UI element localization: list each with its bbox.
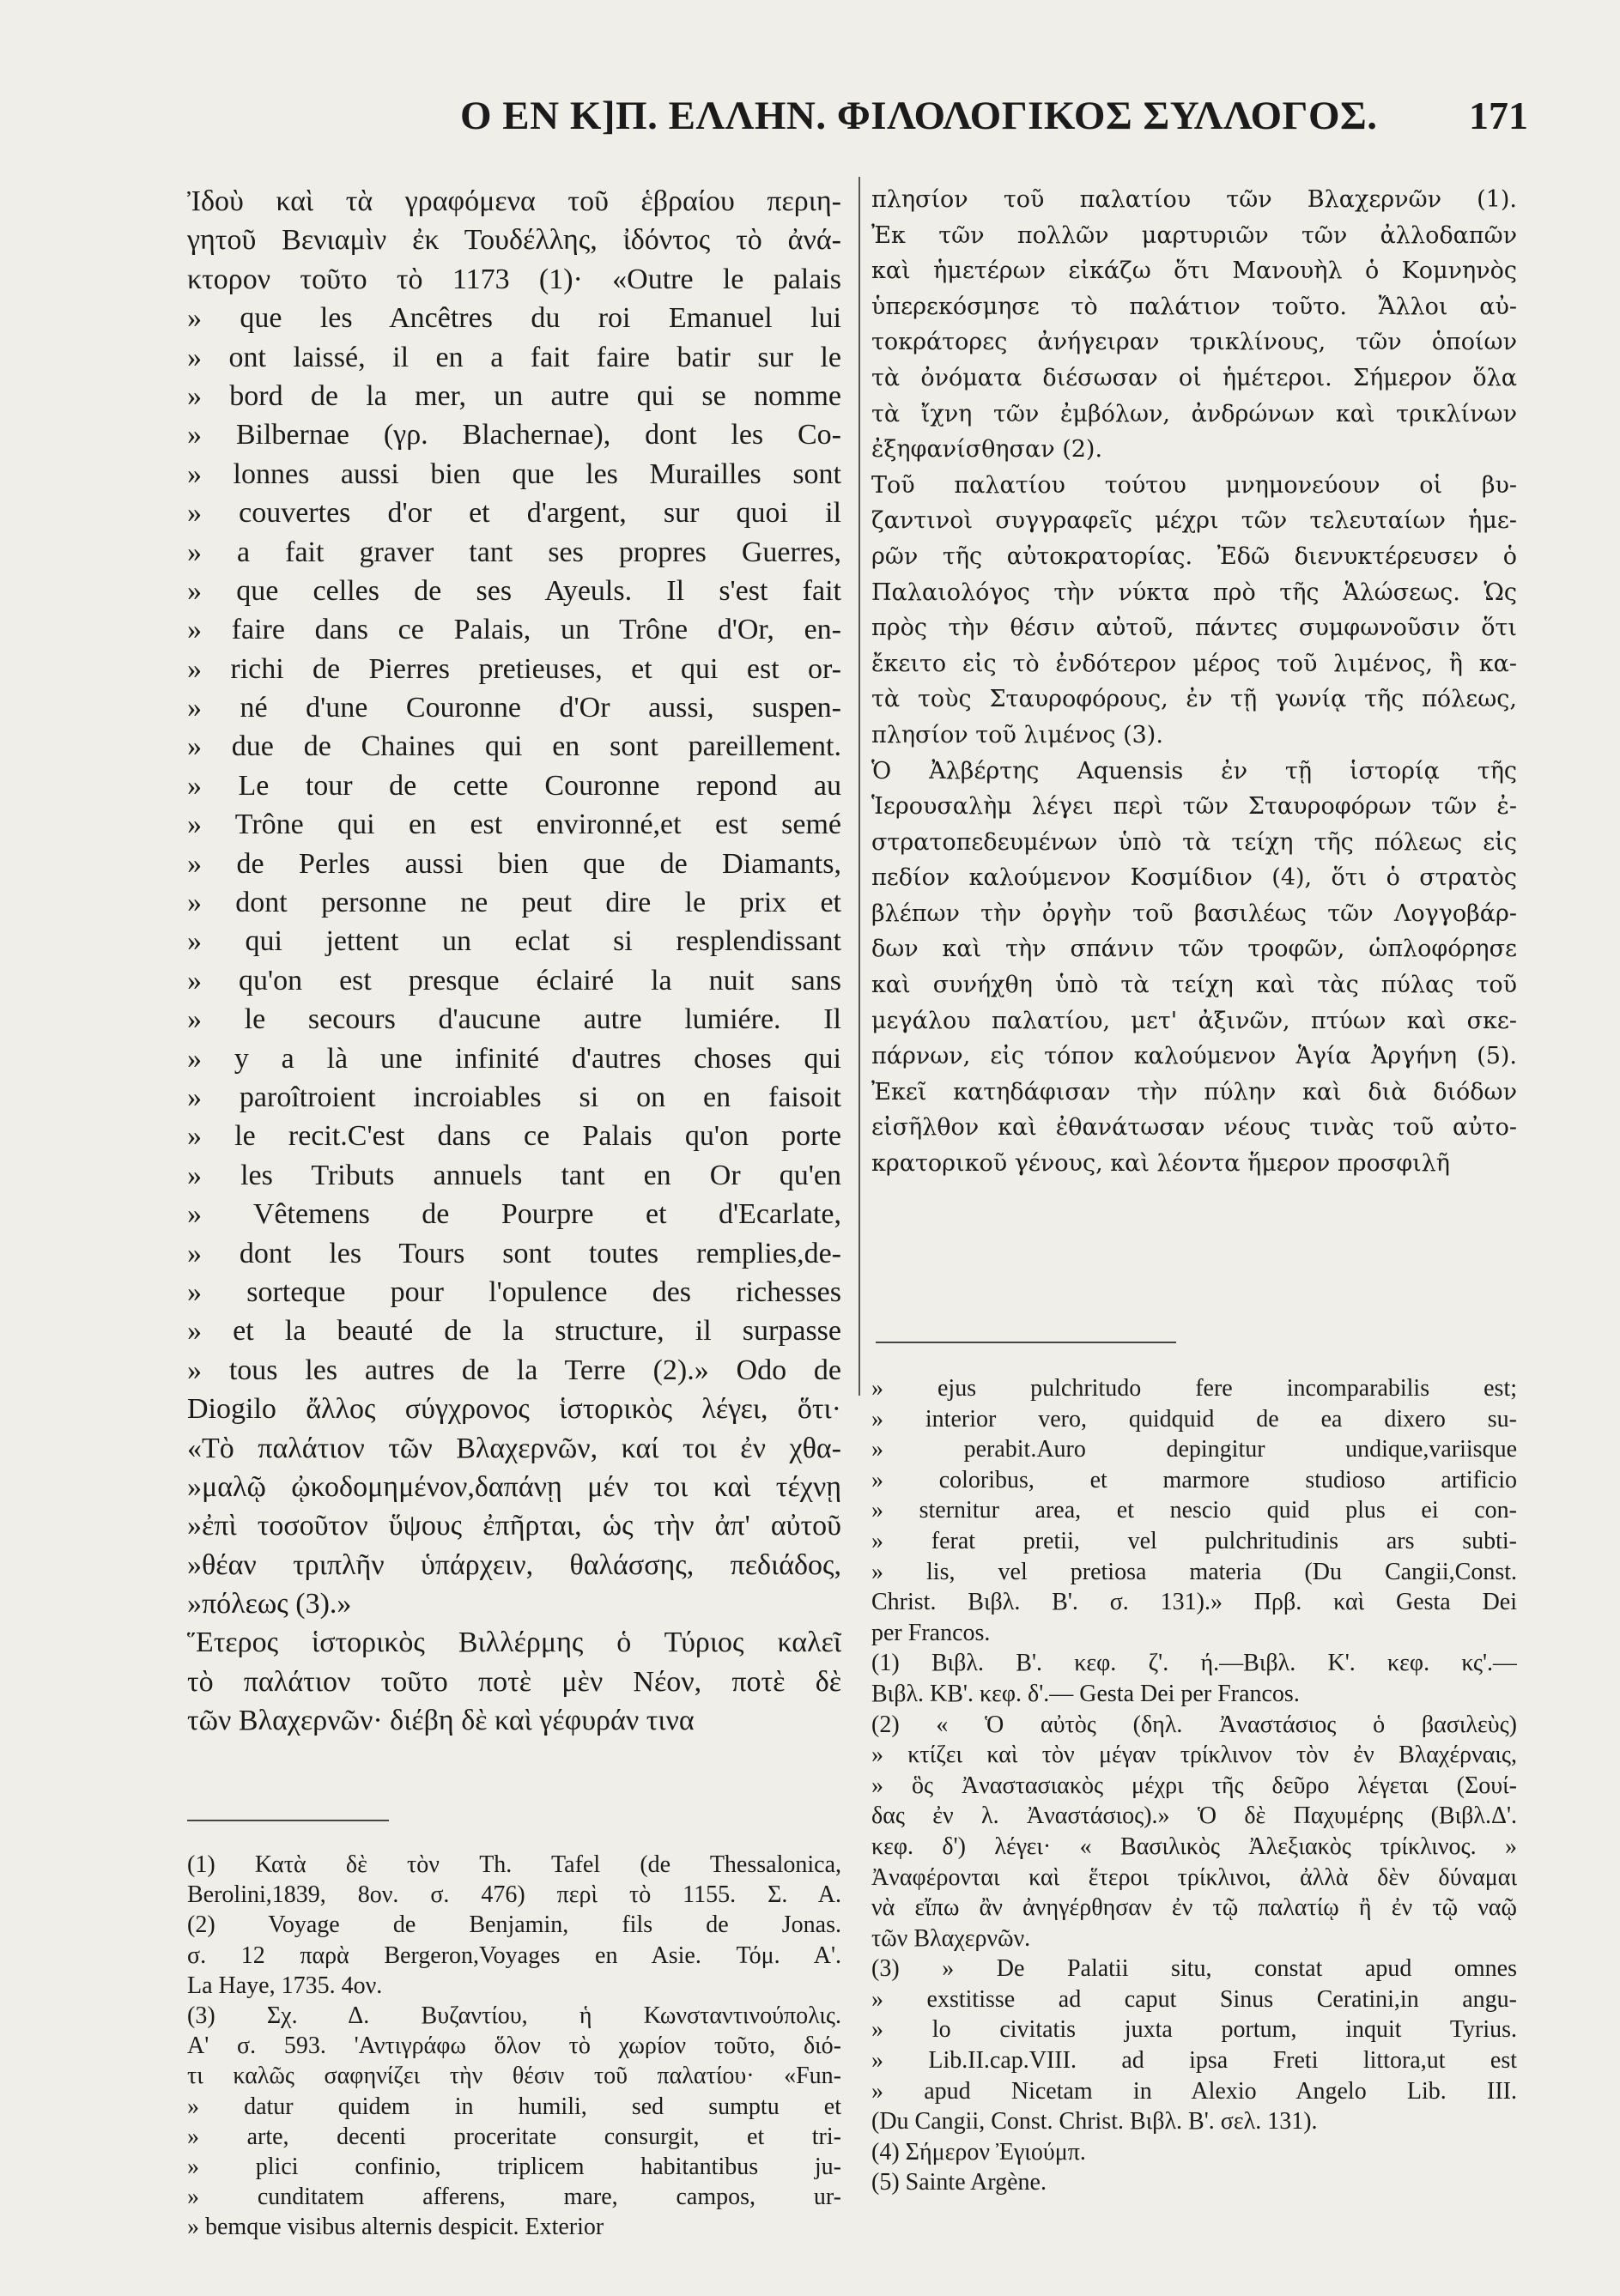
text-line: » dont personne ne peut dire le prix et [187, 887, 841, 919]
text-line: ρῶν τῆς αὐτοκρατορίας. Ἐδῶ διενυκτέρευσεν ὁ [871, 542, 1517, 570]
footnote-line: Christ. Βιβλ. Β'. σ. 131).» Πρβ. καὶ Gesta Dei [871, 1589, 1517, 1616]
text-line: Τοῦ παλατίου τούτου μνημονεύουν οἱ βυ- [871, 471, 1517, 499]
text-line: τὰ ὀνόματα διέσωσαν οἱ ἡμέτεροι. Σήμερον ὅλα [871, 364, 1517, 391]
footnote-line: (2) Voyage de Benjamin, fils de Jonas. [187, 1911, 841, 1939]
text-line: καὶ συνήχθη ὑπὸ τὰ τείχη καὶ τὰς πύλας τοῦ [871, 972, 1517, 999]
text-line: δων καὶ τὴν σπάνιν τῶν τροφῶν, ὡπλοφόρησε [871, 936, 1517, 963]
text-line: ζαντινοὶ συγγραφεῖς μέχρι τῶν τελευταίων ἡμε- [871, 507, 1517, 535]
text-line: Ἐκεῖ κατηδάφισαν τὴν πύλην καὶ διὰ διόδων [871, 1078, 1517, 1106]
text-line: » le recit.C'est dans ce Palais qu'on porte [187, 1120, 841, 1153]
footnote-line: » Lib.II.cap.VIII. ad ipsa Freti littora,ut est [871, 2047, 1517, 2075]
text-line: » richi de Pierres pretieuses, et qui est or- [187, 652, 841, 685]
text-line: » qu'on est presque éclairé la nuit sans [187, 964, 841, 997]
text-line: τὰ τοὺς Σταυροφόρους, ἐν τῇ γωνίᾳ τῆς πόλεως, [871, 686, 1517, 713]
left-footnotes [187, 1850, 841, 2242]
text-line: » couvertes d'or et d'argent, sur quoi il [187, 497, 841, 530]
footnote-line: » cunditatem afferens, mare, campos, ur- [187, 2184, 841, 2211]
text-line: Ἕτερος ἱστορικὸς Βιλλέρμης ὁ Τύριος καλεῖ [187, 1627, 841, 1659]
running-title: Ο ΕΝ Κ]Π. ΕΛΛΗΝ. ΦΙΛΟΛΟΓΙΚΟΣ ΣΥΛΛΟΓΟΣ. [460, 94, 1378, 138]
footnote-line: » ferat pretii, vel pulchritudinis ars subti- [871, 1527, 1517, 1554]
text-line: πλησίον τοῦ παλατίου τῶν Βλαχερνῶν (1). [871, 186, 1517, 213]
footnote-line: » apud Nicetam in Alexio Angelo Lib. III. [871, 2077, 1517, 2105]
footnote-line: νὰ εἴπω ἂν ἀνηγέρθησαν ἐν τῷ παλατίῳ ἢ ἐν τῷ ναῷ [871, 1894, 1517, 1922]
text-line: πλησίον τοῦ λιμένος (3). [871, 721, 1163, 748]
right-column-text [871, 182, 1517, 1182]
right-footnotes [871, 1373, 1517, 2198]
text-line: » que les Ancêtres du roi Emanuel lui [187, 302, 841, 335]
footnote-line: » plici confinio, triplicem habitantibus ju- [187, 2153, 841, 2180]
text-line: μεγάλου παλατίου, μετ' ἀξινῶν, πτύων καὶ σκε- [871, 1007, 1517, 1034]
footnote-line: (1) Κατὰ δὲ τὸν Th. Tafel (de Thessalonica, [187, 1851, 841, 1878]
text-line: κρατορικοῦ γένους, καὶ λέοντα ἥμερον προσφιλῆ [871, 1150, 1450, 1178]
text-line: πρὸς τὴν θέσιν αὐτοῦ, πάντες συμφωνοῦσιν ὅτι [871, 615, 1517, 642]
text-line: » que celles de ses Ayeuls. Il s'est fait [187, 574, 841, 607]
footnote-line: τι καλῶς σαφηνίζει τὴν θέσιν τοῦ παλατίου· «Fun- [187, 2063, 841, 2090]
text-line: » bord de la mer, un autre qui se nomme [187, 379, 841, 412]
footnote-line: » coloribus, et marmore studioso artificio [871, 1466, 1517, 1493]
text-line: » qui jettent un eclat si resplendissant [187, 925, 841, 958]
footnote-line: (1) Βιβλ. Β'. κεφ. ζ'. ή.—Βιβλ. Κ'. κεφ. κς'.— [871, 1650, 1517, 1677]
footnote-line: » ὃς Ἀναστασιακὸς μέχρι τῆς δεῦρο λέγεται (Σουί- [871, 1772, 1517, 1799]
footnote-line: La Haye, 1735. 4ον. [187, 1972, 383, 1999]
text-line: » tous les autres de la Terre (2).» Odo de [187, 1354, 841, 1386]
footnote-line: τῶν Βλαχερνῶν. [871, 1924, 1031, 1952]
text-line: » ont laissé, il en a fait faire batir sur le [187, 341, 841, 373]
text-line: » Vêtemens de Pourpre et d'Ecarlate, [187, 1198, 841, 1231]
footnote-line: Α' σ. 593. 'Αντιγράφω ὅλον τὸ χωρίον τοῦτο, διό- [187, 2032, 841, 2060]
text-line: ἐξηφανίσθησαν (2). [871, 436, 1103, 463]
text-line: Ἐκ τῶν πολλῶν μαρτυριῶν τῶν ἀλλοδαπῶν [871, 221, 1517, 249]
text-line: κτορον τοῦτο τὸ 1173 (1)· «Outre le palais [187, 263, 841, 295]
text-line: εἰσῆλθον καὶ ἐθανάτωσαν νέους τινὰς τοῦ αὐτο- [871, 1114, 1517, 1142]
text-line: στρατοπεδευμένων ὑπὸ τὰ τείχη τῆς πόλεως εἰς [871, 828, 1517, 856]
text-line: » y a là une infinité d'autres choses qui [187, 1042, 841, 1075]
footnote-line: » bemque visibus alternis despicit. Exterior [187, 2214, 604, 2241]
footnote-line: κεφ. δ') λέγει· « Βασιλικὸς Ἀλεξιακὸς τρίκλινος. » [871, 1833, 1517, 1860]
text-line: » sorteque pour l'opulence des richesses [187, 1275, 841, 1308]
text-line: ἔκειτο εἰς τὸ ἐνδότερον μέρος τοῦ λιμένος, ἢ κα- [871, 650, 1517, 677]
text-line: τοκράτορες ἀνήγειραν τρικλίνους, τῶν ὁποίων [871, 329, 1517, 356]
text-line: »μαλῷ ᾠκοδομημένον,δαπάνῃ μέν τοι καὶ τέχνῃ [187, 1470, 841, 1503]
text-line: πεδίον καλούμενον Κοσμίδιον (4), ὅτι ὁ στρατὸς [871, 864, 1517, 892]
text-line: Ὁ Ἀλβέρτης Aquensis ἐν τῇ ἱστορίᾳ τῆς [871, 757, 1517, 785]
text-line: »πόλεως (3).» [187, 1588, 352, 1621]
text-line: τῶν Βλαχερνῶν· διέβη δὲ καὶ γέφυράν τινα [187, 1705, 695, 1737]
footnote-line: (Du Cangii, Const. Christ. Βιβλ. Β'. σελ. 131). [871, 2108, 1318, 2135]
text-line: καὶ ἡμετέρων εἰκάζω ὅτι Μανουὴλ ὁ Κομνηνὸς [871, 257, 1517, 285]
text-line: »θέαν τριπλῆν ὑπάρχειν, θαλάσσης, πεδιάδος, [187, 1548, 841, 1581]
text-line: » les Tributs annuels tant en Or qu'en [187, 1159, 841, 1191]
text-line: τὸ παλάτιον τοῦτο ποτὲ μὲν Νέον, ποτὲ δὲ [187, 1665, 841, 1698]
footnote-line: δας ἐν λ. Ἀναστάσιος).» Ὁ δὲ Παχυμέρης (Βιβλ.Δ'. [871, 1802, 1517, 1830]
text-line: » dont les Tours sont toutes remplies,de- [187, 1237, 841, 1269]
footnote-line: » datur quidem in humili, sed sumptu et [187, 2093, 841, 2120]
footnote-line: (2) « Ὁ αὐτὸς (δηλ. Ἀναστάσιος ὁ βασιλεὺς) [871, 1711, 1517, 1738]
footnote-line: Berolini,1839, 8ον. σ. 476) περὶ τὸ 1155. Σ. Α. [187, 1881, 841, 1909]
text-line: πάρνων, εἰς τόπον καλούμενον Ἁγία Ἀργήνη (5). [871, 1043, 1517, 1070]
column-divider [859, 177, 860, 1396]
footnote-line: » interior vero, quidquid de ea dixero su- [871, 1405, 1517, 1433]
right-footnote-rule [876, 1342, 1176, 1343]
footnote-line: » lis, vel pretiosa materia (Du Cangii,Const. [871, 1558, 1517, 1585]
text-line: τὰ ἴχνη τῶν ἐμβόλων, ἀνδρώνων καὶ τρικλίνων [871, 400, 1517, 427]
running-header [189, 93, 1528, 144]
text-line: Παλαιολόγος τὴν νύκτα πρὸ τῆς Ἁλώσεως. Ὡς [871, 579, 1517, 606]
page-number: 171 [1469, 94, 1528, 137]
footnote-line: (5) Sainte Argène. [871, 2169, 1047, 2196]
text-line: » Le tour de cette Couronne repond au [187, 769, 841, 802]
footnote-line: » perabit.Auro depingitur undique,variisque [871, 1436, 1517, 1463]
text-line: » le secours d'aucune autre lumiére. Il [187, 1003, 841, 1036]
footnote-line: (4) Σήμερον Ἐγιούμπ. [871, 2138, 1086, 2166]
text-line: » Trône qui en est environné,et est semé [187, 809, 841, 841]
footnote-line: Ἀναφέρονται καὶ ἕτεροι τρίκλινοι, ἀλλὰ δὲν δύναμαι [871, 1863, 1517, 1891]
text-line: » de Perles aussi bien que de Diamants, [187, 847, 841, 880]
text-line: » et la beauté de la structure, il surpasse [187, 1315, 841, 1348]
footnote-line: » lo civitatis juxta portum, inquit Tyrius. [871, 2016, 1517, 2044]
text-line: » a fait graver tant ses propres Guerres, [187, 536, 841, 568]
text-line: «Τὸ παλάτιον τῶν Βλαχερνῶν, καί τοι ἐν χθα- [187, 1432, 841, 1464]
footnote-line: Βιβλ. ΚΒ'. κεφ. δ'.— Gesta Dei per Francos. [871, 1680, 1300, 1707]
text-line: Ἰδοὺ καὶ τὰ γραφόμενα τοῦ ἑβραίου περιη- [187, 185, 841, 217]
text-line: Diogilo ἄλλος σύγχρονος ἱστορικὸς λέγει, ὅτι· [187, 1393, 841, 1426]
text-line: βλέπων τὴν ὀργὴν τοῦ βασιλέως τῶν Λογγοβάρ- [871, 900, 1517, 927]
text-line: ὑπερεκόσμησε τὸ παλάτιον τοῦτο. Ἄλλοι αὐ- [871, 293, 1517, 320]
text-line: Ἱερουσαλὴμ λέγει περὶ τῶν Σταυροφόρων τῶν ἐ- [871, 793, 1517, 821]
left-footnote-rule [187, 1820, 389, 1821]
text-line: » né d'une Couronne d'Or aussi, suspen- [187, 692, 841, 724]
footnote-line: per Francos. [871, 1619, 991, 1646]
text-line: » paroîtroient incroiables si on en faisoit [187, 1081, 841, 1113]
text-line: » due de Chaines qui en sont pareillement. [187, 730, 841, 763]
footnote-line: » sternitur area, et nescio quid plus ei con- [871, 1497, 1517, 1524]
text-line: » faire dans ce Palais, un Trône d'Or, en- [187, 614, 841, 646]
footnote-line: » arte, decenti proceritate consurgit, et tri- [187, 2123, 841, 2150]
footnote-line: » κτίζει καὶ τὸν μέγαν τρίκλινον τὸν ἐν Βλαχέρναις, [871, 1742, 1517, 1769]
footnote-line: » ejus pulchritudo fere incomparabilis est; [871, 1375, 1517, 1402]
left-column-text [187, 182, 841, 1741]
text-line: » Bilbernae (γρ. Blachernae), dont les Co- [187, 419, 841, 451]
footnote-line: (3) » De Palatii situ, constat apud omnes [871, 1955, 1517, 1983]
footnote-line: (3) Σχ. Δ. Βυζαντίου, ἡ Κωνσταντινούπολις. [187, 2002, 841, 2029]
footnote-line: » exstitisse ad caput Sinus Ceratini,in angu- [871, 1985, 1517, 2013]
text-line: » lonnes aussi bien que les Murailles sont [187, 457, 841, 490]
footnote-line: σ. 12 παρὰ Bergeron,Voyages en Asie. Τόμ. Α'. [187, 1942, 841, 1969]
text-line: γητοῦ Βενιαμὶν ἐκ Τουδέλλης, ἰδόντος τὸ ἀνά- [187, 224, 841, 257]
text-line: »ἐπὶ τοσοῦτον ὕψους ἐπῆρται, ὡς τὴν ἀπ' αὐτοῦ [187, 1510, 841, 1542]
